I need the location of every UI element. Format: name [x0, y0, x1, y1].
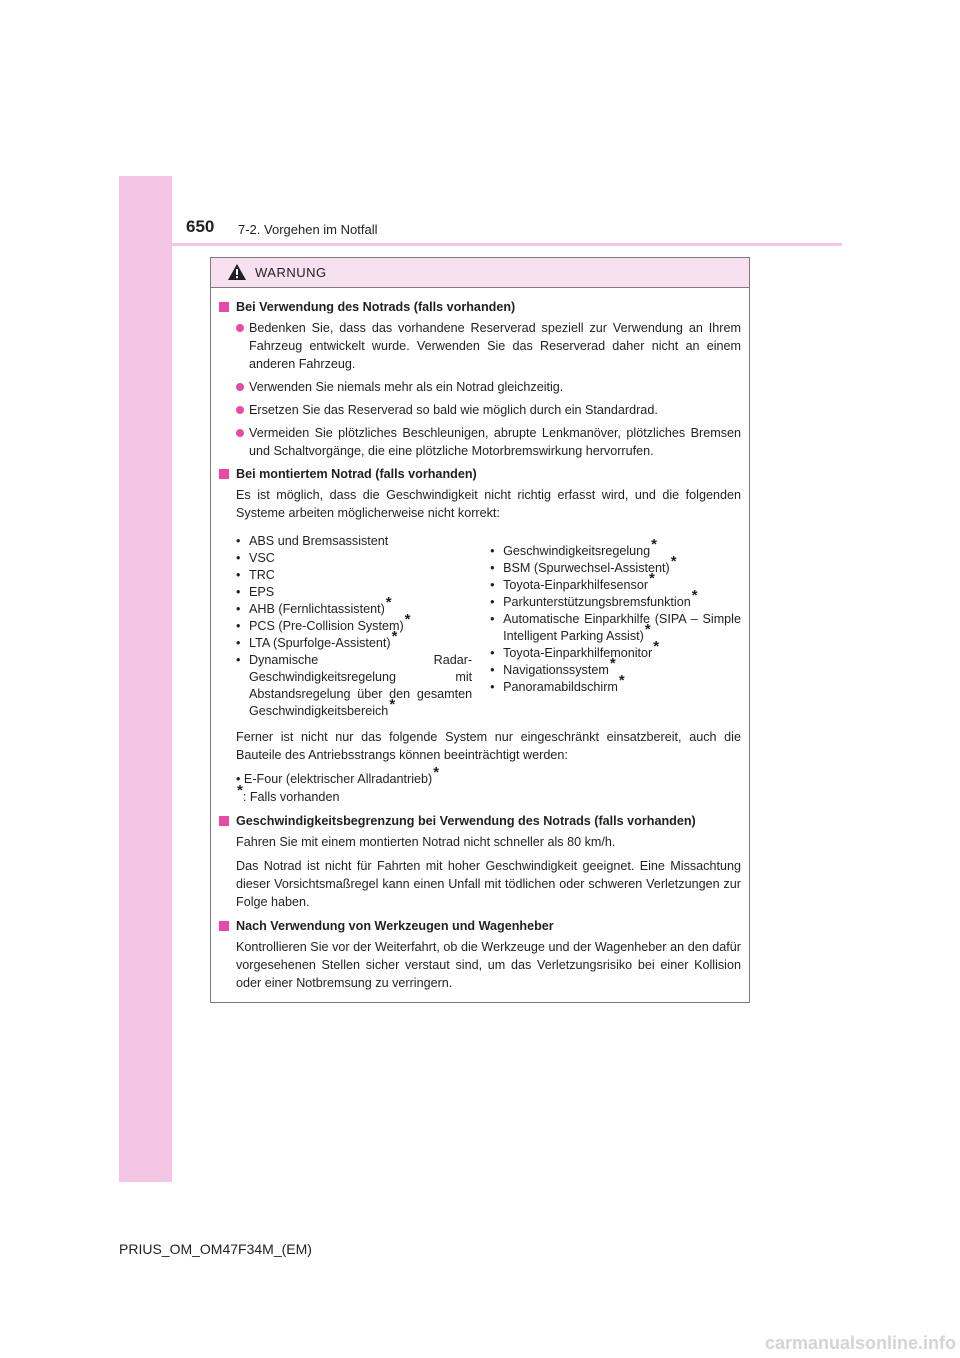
paragraph: Es ist möglich, dass die Geschwindigkeit nicht richtig erfasst wird, und die folgenden Systeme arbeiten möglicherweise nicht korrekt:: [236, 488, 741, 520]
list-item: • Toyota-Einparkhilfemonitor*: [490, 645, 741, 662]
section-heading: Nach Verwendung von Werkzeugen und Wagenheber: [219, 917, 741, 935]
system-list-left: [236, 533, 472, 720]
list-item: • Toyota-Einparkhilfesensor*: [490, 577, 741, 594]
warning-title: WARNUNG: [255, 265, 327, 280]
round-bullet-icon: [236, 324, 244, 332]
list-item: • ABS und Bremsassistent: [236, 533, 472, 550]
square-bullet-icon: [219, 816, 229, 826]
list-item: Bedenken Sie, dass das vorhandene Reserverad speziell zur Verwendung an Ihrem Fahrzeug entwickelt wurde. Verwenden Sie das Reserverad daher nicht an einem anderen Fahrzeug.: [219, 319, 741, 373]
footnote-star: *: [644, 621, 651, 638]
footnote: *: Falls vorhanden: [237, 782, 340, 804]
paragraph: Kontrollieren Sie vor der Weiterfahrt, ob die Werkzeuge und der Wagenheber an den dafür vorgesehenen Stellen sicher verstaut sind, um das Verletzungsrisiko bei einer Kollision oder einer Notbremsung zu verringern.: [236, 940, 741, 990]
list-item: • EPS: [236, 584, 472, 601]
list-item: Ersetzen Sie das Reserverad so bald wie möglich durch ein Standardrad.: [219, 401, 741, 419]
paragraph: Das Notrad ist nicht für Fahrten mit hoher Geschwindigkeit geeignet. Eine Missachtung dieser Vorsichtsmaßregel kann einen Unfall mit tödlichen oder schweren Verletzungen zur Folge haben.: [236, 859, 741, 909]
footnote-star: *: [389, 696, 396, 713]
page-number: 650: [186, 217, 215, 236]
square-bullet-icon: [219, 302, 229, 312]
warning-header: [211, 258, 749, 288]
list-item: • Parkunterstützungsbremsfunktion*: [490, 594, 741, 611]
footnote-star: *: [237, 782, 243, 799]
list-item: Verwenden Sie niemals mehr als ein Notrad gleichzeitig.: [219, 378, 741, 396]
list-item: • Navigationssystem*: [490, 662, 741, 679]
paragraph: Fahren Sie mit einem montierten Notrad nicht schneller als 80 km/h.: [236, 835, 616, 849]
affected-systems-list: [219, 533, 741, 720]
list-item: • BSM (Spurwechsel-Assistent)*: [490, 560, 741, 577]
square-bullet-icon: [219, 921, 229, 931]
warning-triangle-icon: [227, 263, 247, 281]
footer-doc-id: PRIUS_OM_OM47F34M_(EM): [119, 1241, 312, 1257]
list-item: • Automatische Einparkhilfe (SIPA – Simple Intelligent Parking Assist)*: [490, 611, 741, 645]
list-item: Vermeiden Sie plötzliches Beschleunigen, abrupte Lenkmanöver, plötzliches Bremsen und Schaltvorgänge, die eine plötzliche Motorbremswirkung hervorrufen.: [219, 424, 741, 460]
footnote-star: *: [649, 570, 655, 587]
list-item: • Panoramabildschirm*: [490, 679, 741, 696]
warning-body: [211, 288, 749, 992]
round-bullet-icon: [236, 383, 244, 391]
section-heading: Geschwindigkeitsbegrenzung bei Verwendung des Notrads (falls vorhanden): [219, 812, 741, 830]
footnote-star: *: [433, 764, 440, 781]
header-rule: [172, 243, 842, 246]
footnote-star: *: [691, 587, 698, 604]
footnote-star: *: [618, 672, 625, 689]
footnote-star: *: [385, 594, 392, 611]
chapter-sidebar-tab: [119, 176, 172, 1182]
round-bullet-icon: [236, 429, 244, 437]
paragraph: Ferner ist nicht nur das folgende System nur eingeschränkt einsatzbereit, auch die Bauteile des Antriebsstrangs können beeinträchtigt werden:: [236, 730, 741, 762]
watermark: carmanualsonline.info: [764, 1333, 956, 1353]
footnote-star: *: [653, 638, 660, 655]
section-heading: Bei montiertem Notrad (falls vorhanden): [219, 465, 741, 483]
list-item: • E-Four (elektrischer Allradantrieb)*: [236, 764, 440, 786]
square-bullet-icon: [219, 469, 229, 479]
list-item: • VSC: [236, 550, 472, 567]
section-title: 7-2. Vorgehen im Notfall: [238, 222, 378, 237]
round-bullet-icon: [236, 406, 244, 414]
section-heading: Bei Verwendung des Notrads (falls vorhanden): [219, 298, 741, 316]
warning-box: [210, 257, 750, 1003]
list-item: • AHB (Fernlichtassistent)*: [236, 601, 472, 618]
list-item: • PCS (Pre-Collision System)*: [236, 618, 472, 635]
list-item: • Geschwindigkeitsregelung*: [490, 543, 741, 560]
footnote-star: *: [670, 553, 677, 570]
list-item: • TRC: [236, 567, 472, 584]
system-list-right: [490, 536, 741, 720]
footnote-star: *: [609, 655, 616, 672]
footnote-star: *: [391, 628, 398, 645]
list-item: • LTA (Spurfolge-Assistent)*: [236, 635, 472, 652]
footnote-star: *: [404, 611, 411, 628]
footnote-star: *: [651, 536, 657, 553]
list-item: • Dynamische Radar-Geschwindigkeitsregelung mit Abstandsregelung über den gesamten Geschwindigkeitsbereich*: [236, 652, 472, 720]
